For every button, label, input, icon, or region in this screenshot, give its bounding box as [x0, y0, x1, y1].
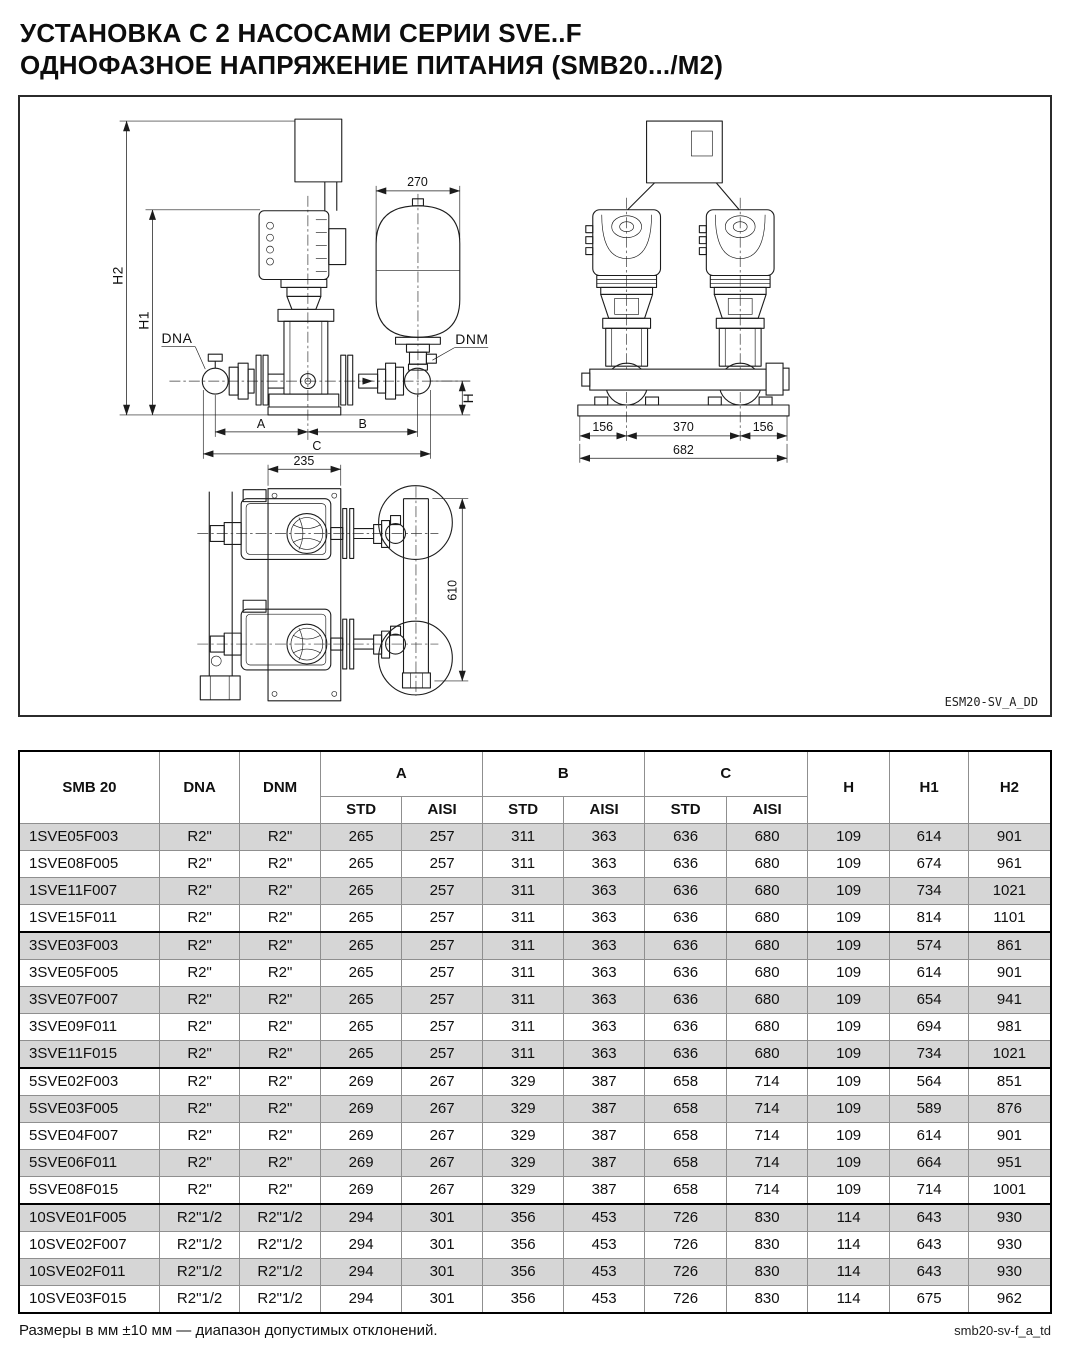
- header-dnm: DNM: [240, 751, 320, 824]
- cell-a-aisi: 257: [402, 1040, 482, 1068]
- cell-dna: R2": [159, 959, 239, 986]
- suction-piping-side: [202, 354, 284, 405]
- cell-a-aisi: 257: [402, 904, 482, 932]
- table-row: [19, 1068, 1051, 1096]
- cell-dna: R2": [159, 1176, 239, 1204]
- cell-a-std: 269: [320, 1176, 402, 1204]
- header-a-aisi: AISI: [402, 796, 482, 823]
- page-title: [20, 18, 1052, 82]
- cell-model: 10SVE02F007: [19, 1231, 159, 1258]
- cell-dna: R2"1/2: [159, 1285, 239, 1313]
- cell-dna: R2": [159, 1095, 239, 1122]
- cell-dnm: R2": [240, 1122, 320, 1149]
- cell-h1: 574: [890, 932, 968, 960]
- cell-h: 109: [807, 823, 890, 850]
- cell-c-aisi: 830: [727, 1231, 807, 1258]
- cell-h1: 589: [890, 1095, 968, 1122]
- cell-h2: 941: [968, 986, 1051, 1013]
- cell-c-std: 726: [644, 1258, 727, 1285]
- table-row: [19, 986, 1051, 1013]
- cell-h: 109: [807, 1040, 890, 1068]
- header-b-std: STD: [482, 796, 564, 823]
- cell-c-std: 658: [644, 1149, 727, 1176]
- cell-h2: 1021: [968, 1040, 1051, 1068]
- cell-dna: R2": [159, 986, 239, 1013]
- cell-c-std: 636: [644, 877, 727, 904]
- top-view-drawing: [197, 454, 468, 701]
- cell-h1: 734: [890, 1040, 968, 1068]
- cell-a-aisi: 257: [402, 850, 482, 877]
- cell-model: 10SVE01F005: [19, 1204, 159, 1232]
- cell-h2: 930: [968, 1204, 1051, 1232]
- cell-model: 1SVE11F007: [19, 877, 159, 904]
- cell-model: 3SVE07F007: [19, 986, 159, 1013]
- cell-c-std: 658: [644, 1068, 727, 1096]
- cell-b-aisi: 363: [564, 1040, 644, 1068]
- cell-a-std: 294: [320, 1285, 402, 1313]
- cell-h2: 851: [968, 1068, 1051, 1096]
- cell-b-std: 356: [482, 1258, 564, 1285]
- cell-b-std: 356: [482, 1204, 564, 1232]
- cell-h: 114: [807, 1231, 890, 1258]
- cell-b-aisi: 453: [564, 1258, 644, 1285]
- cell-b-std: 329: [482, 1176, 564, 1204]
- cell-c-std: 636: [644, 850, 727, 877]
- cell-a-aisi: 267: [402, 1122, 482, 1149]
- cell-h2: 951: [968, 1149, 1051, 1176]
- cell-a-std: 269: [320, 1095, 402, 1122]
- cell-c-aisi: 830: [727, 1258, 807, 1285]
- header-h1: H1: [890, 751, 968, 824]
- cell-h1: 664: [890, 1149, 968, 1176]
- cell-dnm: R2"1/2: [240, 1258, 320, 1285]
- cell-b-std: 311: [482, 959, 564, 986]
- cell-dna: R2": [159, 1122, 239, 1149]
- cell-c-std: 636: [644, 959, 727, 986]
- table-row: [19, 932, 1051, 960]
- cell-model: 5SVE04F007: [19, 1122, 159, 1149]
- cell-model: 1SVE15F011: [19, 904, 159, 932]
- cell-h2: 930: [968, 1258, 1051, 1285]
- cell-h1: 643: [890, 1204, 968, 1232]
- header-model: SMB 20: [19, 751, 159, 824]
- table-row: [19, 1204, 1051, 1232]
- cell-dna: R2"1/2: [159, 1204, 239, 1232]
- discharge-manifold-top: [403, 487, 431, 696]
- cell-h: 109: [807, 1176, 890, 1204]
- cell-h2: 1021: [968, 877, 1051, 904]
- cell-h1: 643: [890, 1258, 968, 1285]
- drawing-code: ESM20-SV_A_DD: [944, 694, 1039, 709]
- cell-h2: 901: [968, 823, 1051, 850]
- cell-h2: 1001: [968, 1176, 1051, 1204]
- cell-c-aisi: 680: [727, 1013, 807, 1040]
- cell-h: 109: [807, 850, 890, 877]
- cell-b-aisi: 387: [564, 1095, 644, 1122]
- cell-a-aisi: 301: [402, 1258, 482, 1285]
- cell-b-std: 311: [482, 823, 564, 850]
- cell-h1: 643: [890, 1231, 968, 1258]
- document-code: smb20-sv-f_a_td: [954, 1322, 1051, 1338]
- cell-h: 109: [807, 1068, 890, 1096]
- tolerance-note: Размеры в мм ±10 мм — диапазон допустимых отклонений.: [19, 1321, 438, 1339]
- cell-b-aisi: 363: [564, 986, 644, 1013]
- cell-dnm: R2": [240, 850, 320, 877]
- base-plate-front: [578, 405, 789, 416]
- cell-b-std: 356: [482, 1285, 564, 1313]
- dim-label-h1: H1: [135, 310, 152, 330]
- cell-model: 5SVE06F011: [19, 1149, 159, 1176]
- cell-a-aisi: 257: [402, 877, 482, 904]
- cell-h2: 962: [968, 1285, 1051, 1313]
- cell-model: 5SVE08F015: [19, 1176, 159, 1204]
- table-row: [19, 850, 1051, 877]
- cell-dnm: R2"1/2: [240, 1231, 320, 1258]
- cell-h1: 654: [890, 986, 968, 1013]
- cell-a-std: 269: [320, 1149, 402, 1176]
- table-row: [19, 1095, 1051, 1122]
- cell-dnm: R2": [240, 1149, 320, 1176]
- discharge-piping-side: [341, 355, 431, 405]
- dim-label-tank-diameter: 270: [407, 174, 428, 189]
- cell-b-aisi: 363: [564, 1013, 644, 1040]
- cell-c-std: 658: [644, 1122, 727, 1149]
- cell-a-aisi: 257: [402, 986, 482, 1013]
- cell-a-aisi: 257: [402, 959, 482, 986]
- cell-dnm: R2": [240, 959, 320, 986]
- cell-a-std: 265: [320, 904, 402, 932]
- cell-h: 109: [807, 1095, 890, 1122]
- header-c-std: STD: [644, 796, 727, 823]
- cell-c-aisi: 680: [727, 959, 807, 986]
- cell-h: 109: [807, 959, 890, 986]
- dim-label-c: C: [312, 438, 322, 453]
- header-dna: DNA: [159, 751, 239, 824]
- table-row: [19, 1258, 1051, 1285]
- cell-dnm: R2": [240, 1040, 320, 1068]
- header-b-aisi: AISI: [564, 796, 644, 823]
- cell-dnm: R2"1/2: [240, 1285, 320, 1313]
- cell-dnm: R2": [240, 1068, 320, 1096]
- cell-h: 114: [807, 1258, 890, 1285]
- cell-a-std: 265: [320, 959, 402, 986]
- cell-dna: R2": [159, 1040, 239, 1068]
- cell-model: 10SVE03F015: [19, 1285, 159, 1313]
- dim-label-plate-width: 235: [293, 453, 315, 468]
- cell-model: 5SVE02F003: [19, 1068, 159, 1096]
- table-row: [19, 1285, 1051, 1313]
- cell-model: 3SVE05F005: [19, 959, 159, 986]
- table-row: [19, 823, 1051, 850]
- cell-b-std: 329: [482, 1095, 564, 1122]
- cell-b-aisi: 363: [564, 932, 644, 960]
- cell-c-aisi: 714: [727, 1068, 807, 1096]
- cell-dna: R2": [159, 877, 239, 904]
- cell-b-std: 311: [482, 986, 564, 1013]
- cell-a-aisi: 267: [402, 1176, 482, 1204]
- cell-c-std: 658: [644, 1095, 727, 1122]
- cell-c-aisi: 680: [727, 877, 807, 904]
- cell-b-std: 311: [482, 904, 564, 932]
- cell-model: 3SVE09F011: [19, 1013, 159, 1040]
- cell-c-std: 636: [644, 1040, 727, 1068]
- cell-b-std: 329: [482, 1068, 564, 1096]
- cell-b-aisi: 363: [564, 850, 644, 877]
- cell-h1: 675: [890, 1285, 968, 1313]
- cell-c-std: 726: [644, 1204, 727, 1232]
- cell-h1: 694: [890, 1013, 968, 1040]
- cell-dnm: R2": [240, 877, 320, 904]
- cell-dna: R2": [159, 1068, 239, 1096]
- cell-h1: 614: [890, 1122, 968, 1149]
- cell-b-aisi: 363: [564, 823, 644, 850]
- cell-dna: R2": [159, 932, 239, 960]
- pump-side: [268, 279, 341, 414]
- motor-side: [259, 211, 346, 280]
- cell-h: 109: [807, 877, 890, 904]
- dim-label-left-offset: 156: [592, 419, 614, 434]
- cell-model: 1SVE08F005: [19, 850, 159, 877]
- cell-dnm: R2": [240, 904, 320, 932]
- cell-c-aisi: 680: [727, 823, 807, 850]
- cell-c-aisi: 714: [727, 1095, 807, 1122]
- table-row: [19, 1122, 1051, 1149]
- table-row: [19, 904, 1051, 932]
- cell-dna: R2"1/2: [159, 1258, 239, 1285]
- cell-a-std: 265: [320, 1040, 402, 1068]
- cell-h: 114: [807, 1285, 890, 1313]
- cell-a-std: 269: [320, 1068, 402, 1096]
- cell-b-std: 329: [482, 1122, 564, 1149]
- header-a: A: [320, 751, 482, 797]
- header-c: C: [644, 751, 807, 797]
- cell-a-aisi: 267: [402, 1095, 482, 1122]
- cell-b-aisi: 387: [564, 1068, 644, 1096]
- dim-label-total-width: 682: [673, 442, 694, 457]
- table-row: [19, 1176, 1051, 1204]
- cell-c-aisi: 680: [727, 904, 807, 932]
- title-line-1: УСТАНОВКА С 2 НАСОСАМИ СЕРИИ SVE..F: [20, 18, 582, 48]
- cell-model: 5SVE03F005: [19, 1095, 159, 1122]
- cell-h: 109: [807, 1149, 890, 1176]
- cell-a-std: 294: [320, 1204, 402, 1232]
- cell-c-std: 636: [644, 986, 727, 1013]
- cell-b-std: 356: [482, 1231, 564, 1258]
- cell-dnm: R2": [240, 823, 320, 850]
- cell-h: 109: [807, 986, 890, 1013]
- control-box-side: [295, 119, 342, 182]
- page-footer: [18, 1322, 1052, 1339]
- cell-h2: 901: [968, 959, 1051, 986]
- cell-a-aisi: 267: [402, 1149, 482, 1176]
- cell-a-std: 265: [320, 823, 402, 850]
- cell-c-aisi: 714: [727, 1149, 807, 1176]
- label-dna: DNA: [161, 330, 193, 347]
- cell-a-std: 265: [320, 932, 402, 960]
- cell-h: 109: [807, 1013, 890, 1040]
- table-row: [19, 959, 1051, 986]
- cell-h2: 981: [968, 1013, 1051, 1040]
- cell-a-aisi: 257: [402, 823, 482, 850]
- cell-model: 3SVE11F015: [19, 1040, 159, 1068]
- cell-a-std: 265: [320, 877, 402, 904]
- header-a-std: STD: [320, 796, 402, 823]
- cell-dnm: R2": [240, 1013, 320, 1040]
- cell-h2: 930: [968, 1231, 1051, 1258]
- dimensions-table: [18, 750, 1052, 1314]
- cell-a-aisi: 257: [402, 932, 482, 960]
- technical-drawing-panel: [18, 95, 1052, 717]
- table-body: [19, 823, 1051, 1313]
- cell-dnm: R2": [240, 932, 320, 960]
- dim-label-pump-spacing: 370: [673, 419, 694, 434]
- cell-a-aisi: 301: [402, 1285, 482, 1313]
- cell-c-std: 726: [644, 1285, 727, 1313]
- cell-b-aisi: 453: [564, 1231, 644, 1258]
- pressure-tank: [376, 199, 460, 370]
- cell-a-std: 294: [320, 1231, 402, 1258]
- table-row: [19, 1040, 1051, 1068]
- cell-dna: R2": [159, 850, 239, 877]
- cell-b-aisi: 453: [564, 1285, 644, 1313]
- label-dnm: DNM: [455, 331, 489, 348]
- cell-h1: 714: [890, 1176, 968, 1204]
- cell-h: 109: [807, 1122, 890, 1149]
- cell-h2: 861: [968, 932, 1051, 960]
- cell-b-aisi: 363: [564, 959, 644, 986]
- cell-b-std: 329: [482, 1149, 564, 1176]
- cell-c-aisi: 714: [727, 1122, 807, 1149]
- header-h: H: [807, 751, 890, 824]
- dim-label-h2: H2: [109, 266, 126, 285]
- cell-h2: 876: [968, 1095, 1051, 1122]
- cell-c-aisi: 830: [727, 1285, 807, 1313]
- cell-c-aisi: 714: [727, 1176, 807, 1204]
- cell-c-aisi: 680: [727, 932, 807, 960]
- cell-a-std: 269: [320, 1122, 402, 1149]
- dim-label-depth: 610: [445, 579, 460, 601]
- cell-b-std: 311: [482, 850, 564, 877]
- pump-top-lower: [197, 600, 438, 670]
- cell-b-aisi: 363: [564, 877, 644, 904]
- cell-a-aisi: 301: [402, 1231, 482, 1258]
- cell-a-aisi: 301: [402, 1204, 482, 1232]
- cell-h: 109: [807, 904, 890, 932]
- cell-c-std: 636: [644, 823, 727, 850]
- cell-h1: 564: [890, 1068, 968, 1096]
- cell-h1: 614: [890, 823, 968, 850]
- pump-top-upper: [197, 490, 438, 560]
- cell-a-aisi: 257: [402, 1013, 482, 1040]
- cell-dna: R2": [159, 1149, 239, 1176]
- dim-label-right-offset: 156: [752, 419, 774, 434]
- cell-b-aisi: 387: [564, 1176, 644, 1204]
- cell-a-std: 265: [320, 1013, 402, 1040]
- cell-c-std: 636: [644, 932, 727, 960]
- cell-c-std: 636: [644, 1013, 727, 1040]
- header-h2: H2: [968, 751, 1051, 824]
- base-manifold-front: [578, 363, 789, 416]
- cell-dnm: R2": [240, 1095, 320, 1122]
- header-c-aisi: AISI: [727, 796, 807, 823]
- cell-b-aisi: 387: [564, 1149, 644, 1176]
- cell-h2: 901: [968, 1122, 1051, 1149]
- cell-a-std: 294: [320, 1258, 402, 1285]
- dim-label-a: A: [256, 416, 266, 431]
- cell-model: 10SVE02F011: [19, 1258, 159, 1285]
- title-line-2: ОДНОФАЗНОЕ НАПРЯЖЕНИЕ ПИТАНИЯ (SMB20.../M2): [20, 49, 724, 80]
- pump-set-drawing: [20, 97, 1050, 715]
- mounting-plate-top: [268, 489, 341, 701]
- dim-label-b: B: [358, 416, 367, 431]
- cell-dnm: R2": [240, 986, 320, 1013]
- cell-dnm: R2"1/2: [240, 1204, 320, 1232]
- cell-b-std: 311: [482, 1013, 564, 1040]
- cell-h: 109: [807, 932, 890, 960]
- cell-c-aisi: 680: [727, 850, 807, 877]
- cell-b-aisi: 453: [564, 1204, 644, 1232]
- cell-dnm: R2": [240, 1176, 320, 1204]
- cell-b-std: 311: [482, 877, 564, 904]
- cell-dna: R2": [159, 1013, 239, 1040]
- cell-c-std: 726: [644, 1231, 727, 1258]
- control-box-front: [647, 121, 723, 183]
- cell-dna: R2": [159, 904, 239, 932]
- table-row: [19, 1231, 1051, 1258]
- cell-c-aisi: 830: [727, 1204, 807, 1232]
- side-view-drawing: [110, 119, 489, 459]
- table-row: [19, 1149, 1051, 1176]
- cell-c-aisi: 680: [727, 986, 807, 1013]
- cell-dna: R2"1/2: [159, 1231, 239, 1258]
- cell-h1: 674: [890, 850, 968, 877]
- cell-model: 1SVE05F003: [19, 823, 159, 850]
- cell-b-aisi: 363: [564, 904, 644, 932]
- cell-c-aisi: 680: [727, 1040, 807, 1068]
- header-b: B: [482, 751, 644, 797]
- cell-h: 114: [807, 1204, 890, 1232]
- cell-dna: R2": [159, 823, 239, 850]
- cell-h2: 961: [968, 850, 1051, 877]
- cell-a-std: 265: [320, 850, 402, 877]
- cell-model: 3SVE03F003: [19, 932, 159, 960]
- cell-h1: 734: [890, 877, 968, 904]
- front-view-drawing: [578, 121, 789, 463]
- cell-c-std: 658: [644, 1176, 727, 1204]
- table-header: [19, 751, 1051, 824]
- dim-label-h: H: [460, 392, 477, 404]
- table-row: [19, 877, 1051, 904]
- cell-b-std: 311: [482, 932, 564, 960]
- cell-a-aisi: 267: [402, 1068, 482, 1096]
- cell-h1: 814: [890, 904, 968, 932]
- cell-b-std: 311: [482, 1040, 564, 1068]
- cell-c-std: 636: [644, 904, 727, 932]
- cell-b-aisi: 387: [564, 1122, 644, 1149]
- table-row: [19, 1013, 1051, 1040]
- cell-a-std: 265: [320, 986, 402, 1013]
- cell-h1: 614: [890, 959, 968, 986]
- cell-h2: 1101: [968, 904, 1051, 932]
